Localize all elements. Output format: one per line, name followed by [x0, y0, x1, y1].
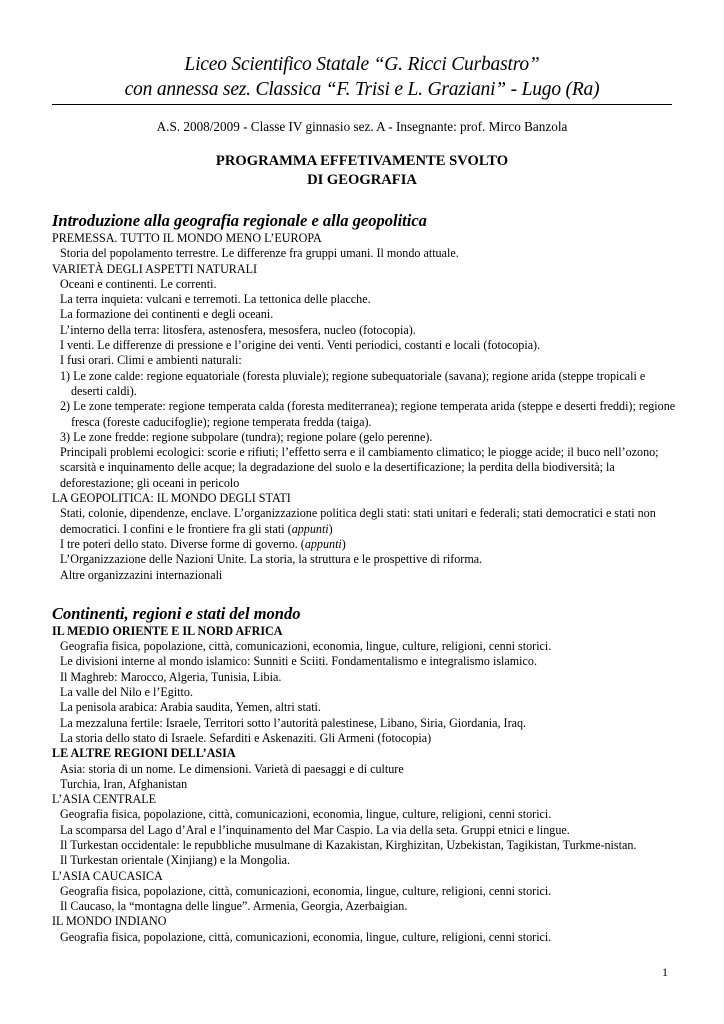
page-number: 1: [662, 965, 668, 979]
school-name: Liceo Scientifico Statale “G. Ricci Curbastro”: [184, 54, 540, 75]
topic-line: La mezzaluna fertile: Israele, Territori sotto l’autorità palestinese, Libano, Siria, Giordania, Iraq.: [60, 715, 527, 730]
topic-line: [52, 537, 676, 552]
topic-heading: PREMESSA. TUTTO IL MONDO MENO L’EUROPA: [52, 231, 322, 245]
topic-heading: LE ALTRE REGIONI DELL’ASIA: [52, 746, 236, 761]
section-title: Introduzione alla geografia regionale e alla geopolitica: [52, 211, 427, 230]
topic-line: Altre organizzazini internazionali: [60, 567, 223, 582]
school-header: [52, 52, 672, 102]
topic-line: Turchia, Iran, Afghanistan: [60, 776, 188, 791]
line-text-end: ): [341, 536, 346, 551]
topic-line: Il Caucaso, la “montagna delle lingue”. Armenia, Georgia, Azerbaigian.: [60, 899, 408, 914]
section-gap: [52, 583, 676, 604]
topic-line: Asia: storia di un nome. Le dimensioni. Varietà di paesaggi e di culture: [60, 761, 404, 776]
line-text-end: ): [328, 521, 333, 536]
topic-line: Il Turkestan orientale (Xinjiang) e la Mongolia.: [60, 853, 291, 868]
topic-heading: L’ASIA CAUCASICA: [52, 868, 163, 883]
topic-line: Storia del popolamento terrestre. Le differenze fra gruppi umani. Il mondo attuale.: [60, 246, 459, 261]
topic-line: Il Turkestan occidentale: le repubbliche musulmane di Kazakistan, Kirghizitan, Uzbekistan, Tagikistan, Turkme-nistan.: [60, 837, 637, 852]
program-content: [52, 211, 676, 945]
topic-line: I venti. Le differenze di pressione e l’origine dei venti. Venti periodici, costanti e locali (fotocopia).: [60, 338, 541, 353]
topic-line: Geografia fisica, popolazione, città, comunicazioni, economia, lingue, culture, religioni, cenni storici.: [60, 639, 552, 654]
topic-line: 2) Le zone temperate: regione temperata calda (foresta mediterranea); regione temperata arida (steppe e deserti freddi); regione fresca (foreste caducifoglie); regione temperata fredda (taiga).: [60, 399, 676, 429]
topic-line: La valle del Nilo e l’Egitto.: [60, 685, 193, 700]
italic-note: appunti: [304, 536, 342, 551]
topic-line: La terra inquieta: vulcani e terremoti. La tettonica delle placche.: [60, 292, 371, 307]
topic-line: La storia dello stato di Israele. Sefarditi e Askenaziti. Gli Armeni (fotocopia): [60, 730, 432, 745]
topic-line: Geografia fisica, popolazione, città, comunicazioni, economia, lingue, culture, religioni, cenni storici.: [60, 929, 552, 944]
school-annex: con annessa sez. Classica “F. Trisi e L. Graziani” - Lugo (Ra): [124, 79, 600, 100]
topic-line: Geografia fisica, popolazione, città, comunicazioni, economia, lingue, culture, religioni, cenni storici.: [60, 883, 552, 898]
header-divider: [52, 104, 672, 105]
italic-note: appunti: [291, 521, 329, 536]
topic-line: I fusi orari. Climi e ambienti naturali:: [60, 353, 242, 368]
topic-line: La penisola arabica: Arabia saudita, Yemen, altri stati.: [60, 700, 321, 715]
topic-line: [52, 506, 676, 537]
topic-line: 1) Le zone calde: regione equatoriale (foresta pluviale); regione subequatoriale (savana); regione arida (steppe tropicali e deserti caldi).: [60, 368, 646, 398]
topic-heading: L’ASIA CENTRALE: [52, 792, 157, 807]
document-title-line-1: PROGRAMMA EFFETIVAMENTE SVOLTO: [215, 153, 509, 169]
line-text: Stati, colonie, dipendenze, enclave. L’organizzazione politica degli stati: stati unitari e federali; stati democratici e stati non democratici. I confini e le frontiere fra gli stati (: [60, 506, 656, 536]
topic-heading: IL MONDO INDIANO: [52, 914, 167, 929]
class-info: A.S. 2008/2009 - Classe IV ginnasio sez. A - Insegnante: prof. Mirco Banzola: [156, 119, 568, 134]
topic-line: Le divisioni interne al mondo islamico: Sunniti e Sciiti. Fondamentalismo e integralismo islamico.: [60, 654, 537, 669]
topic-heading: LA GEOPOLITICA: IL MONDO DEGLI STATI: [52, 491, 291, 506]
topic-heading: VARIETÀ DEGLI ASPETTI NATURALI: [52, 261, 258, 276]
topic-line: L’Organizzazione delle Nazioni Unite. La storia, la struttura e le prospettive di riforma.: [60, 552, 483, 567]
document-title: [52, 152, 672, 190]
topic-line: La scomparsa del Lago d’Aral e l’inquinamento del Mar Caspio. La via della seta. Gruppi etnici e lingue.: [60, 822, 570, 837]
line-text: I tre poteri dello stato. Diverse forme di governo. (: [60, 536, 305, 551]
document-title-line-2: DI GEOGRAFIA: [307, 172, 417, 188]
topic-line: Il Maghreb: Marocco, Algeria, Tunisia, Libia.: [60, 669, 282, 684]
topic-heading: IL MEDIO ORIENTE E IL NORD AFRICA: [52, 623, 283, 638]
topic-line: 3) Le zone fredde: regione subpolare (tundra); regione polare (gelo perenne).: [60, 429, 433, 444]
section-title: Continenti, regioni e stati del mondo: [52, 603, 301, 623]
topic-line: Principali problemi ecologici: scorie e rifiuti; l’effetto serra e il cambiamento climatico; le piogge acide; il buco nell’ozono; scarsità e inquinamento delle acque; la degradazione del suolo e la desertificazione; la perdita della biodiversità; la deforestazione; gli oceani in pericolo: [60, 445, 659, 490]
topic-line: L’interno della terra: litosfera, astenosfera, mesosfera, nucleo (fotocopia).: [60, 322, 416, 337]
topic-line: La formazione dei continenti e degli oceani.: [60, 307, 274, 322]
topic-line: Geografia fisica, popolazione, città, comunicazioni, economia, lingue, culture, religioni, cenni storici.: [60, 807, 552, 822]
topic-line: Oceani e continenti. Le correnti.: [60, 276, 217, 291]
